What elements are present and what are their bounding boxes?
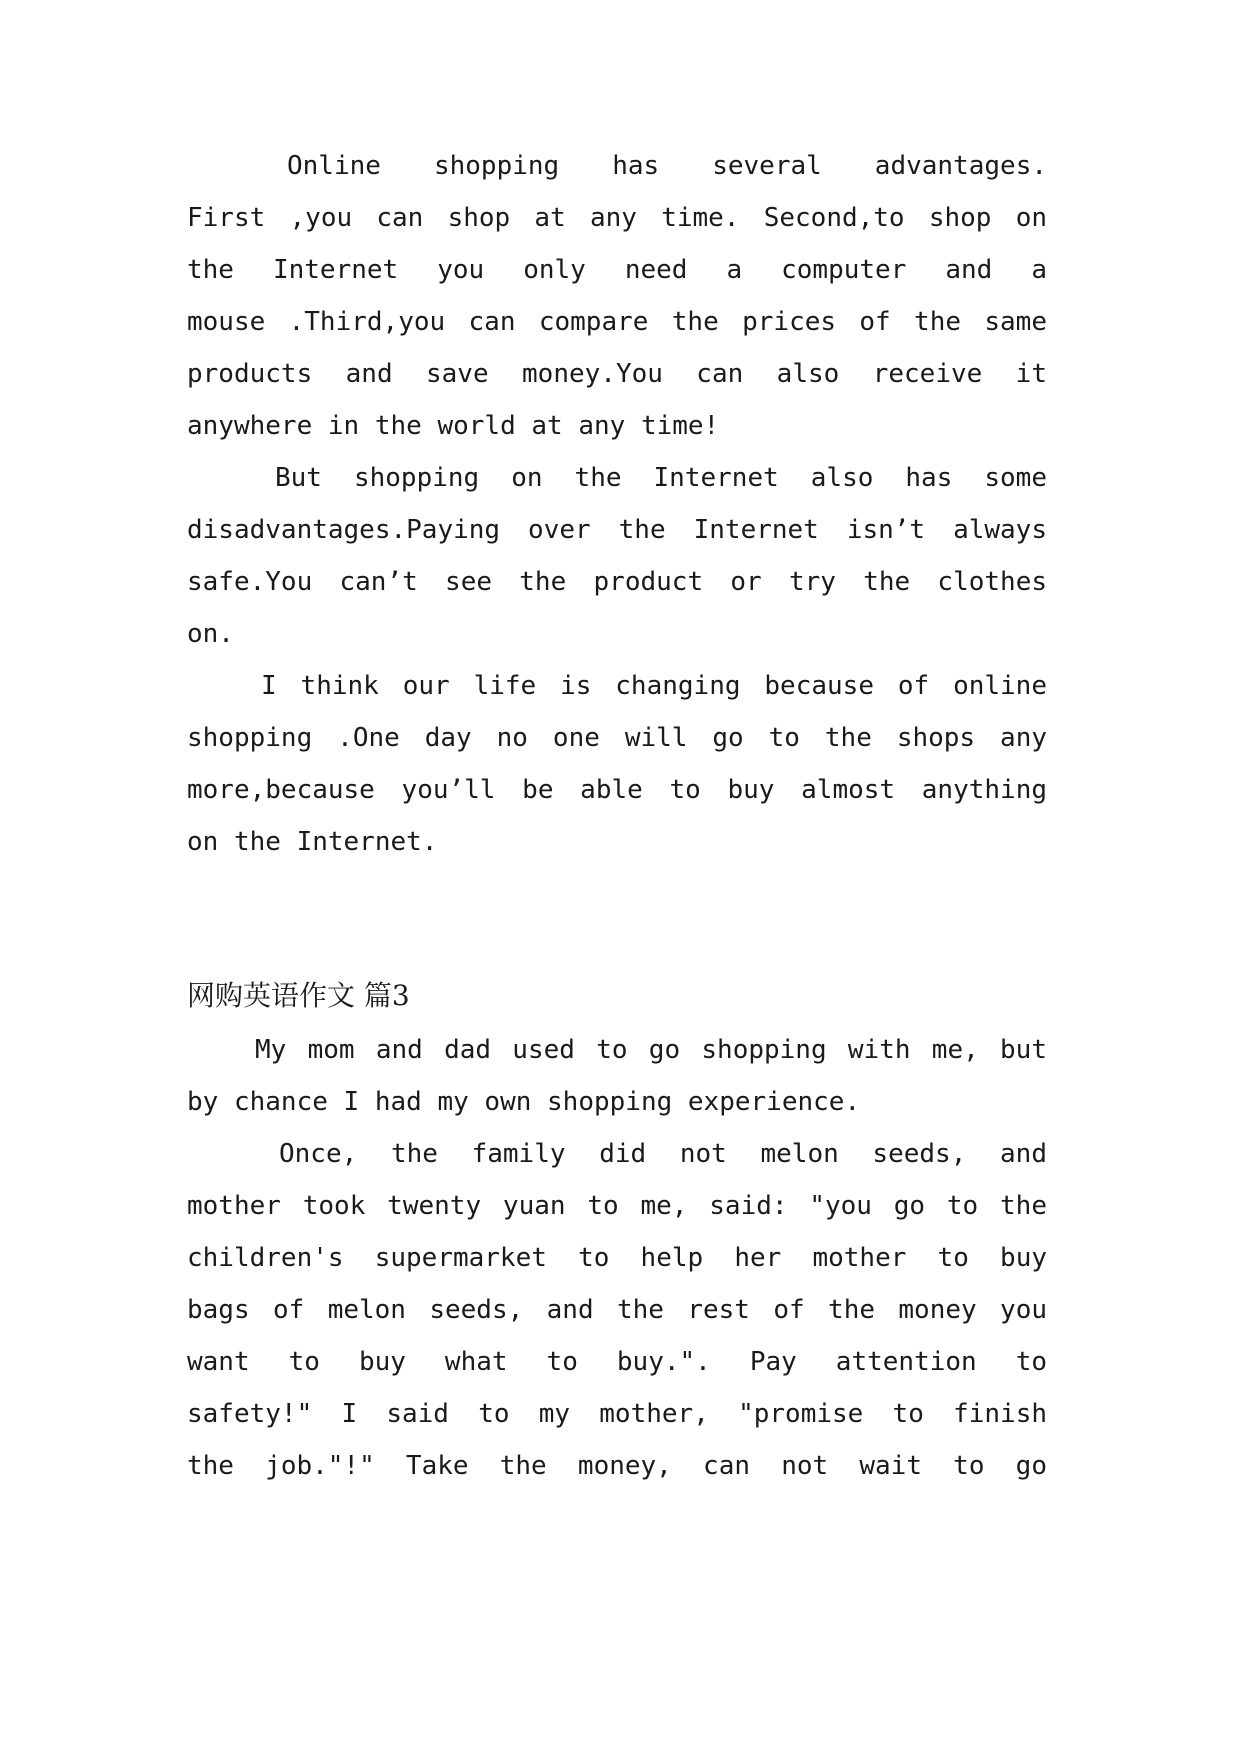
paragraph-line: children's supermarket to help her mother to buy bbox=[187, 1243, 1047, 1273]
paragraph-line: by chance I had my own shopping experience. bbox=[187, 1087, 861, 1117]
paragraph-line: want to buy what to buy.". Pay attention to bbox=[187, 1347, 1047, 1377]
paragraph-line: First ,you can shop at any time. Second,to shop on bbox=[187, 203, 1047, 233]
paragraph-line: My mom and dad used to go shopping with me, but bbox=[255, 1035, 1047, 1065]
paragraph-line: safety!" I said to my mother, "promise to finish bbox=[187, 1399, 1047, 1429]
paragraph-line: But shopping on the Internet also has some bbox=[275, 463, 1047, 493]
paragraph-line: more,because you’ll be able to buy almost anything bbox=[187, 775, 1047, 805]
paragraph-line: bags of melon seeds, and the rest of the money you bbox=[187, 1295, 1047, 1325]
paragraph-line: shopping .One day no one will go to the shops any bbox=[187, 723, 1047, 753]
paragraph-line: I think our life is changing because of online bbox=[261, 671, 1047, 701]
paragraph-line: mother took twenty yuan to me, said: "you go to the bbox=[187, 1191, 1047, 1221]
paragraph-line: Online shopping has several advantages. bbox=[287, 151, 1047, 181]
paragraph-line: on the Internet. bbox=[187, 827, 438, 857]
paragraph-line: the Internet you only need a computer and a bbox=[187, 255, 1047, 285]
paragraph-line: mouse .Third,you can compare the prices of the same bbox=[187, 307, 1047, 337]
paragraph-line: products and save money.You can also receive it bbox=[187, 359, 1047, 389]
section-heading: 网购英语作文 篇3 bbox=[187, 979, 410, 1012]
paragraph-line: Once, the family did not melon seeds, and bbox=[279, 1139, 1047, 1169]
paragraph-line: the job."!" Take the money, can not wait to go bbox=[187, 1451, 1047, 1481]
paragraph-line: safe.You can’t see the product or try the clothes bbox=[187, 567, 1047, 597]
paragraph-line: on. bbox=[187, 619, 234, 649]
paragraph-line: anywhere in the world at any time! bbox=[187, 411, 720, 441]
paragraph-line: disadvantages.Paying over the Internet isn’t always bbox=[187, 515, 1047, 545]
